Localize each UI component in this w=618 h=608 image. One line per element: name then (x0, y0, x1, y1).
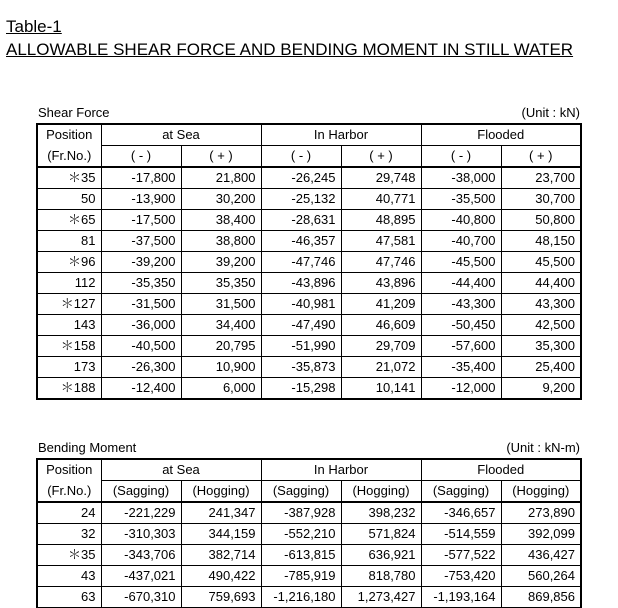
value-cell: 29,709 (341, 336, 421, 357)
table-row (37, 273, 581, 294)
value-cell: -670,310 (101, 587, 181, 608)
value-cell: -51,990 (261, 336, 341, 357)
value-cell: -12,400 (101, 378, 181, 400)
value-cell: 31,500 (181, 294, 261, 315)
value-cell: 34,400 (181, 315, 261, 336)
bending-moment-table (36, 458, 582, 608)
value-cell: 10,141 (341, 378, 421, 400)
frame-cell: ＊127 (37, 294, 101, 315)
position-header: Position (37, 459, 101, 481)
value-cell: 636,921 (341, 545, 421, 566)
position-header: Position (37, 124, 101, 146)
frame-cell: 63 (37, 587, 101, 608)
frame-cell: 50 (37, 189, 101, 210)
group-header: Flooded (421, 124, 581, 146)
value-cell: -40,700 (421, 231, 501, 252)
bending-moment-unit: (Unit : kN-m) (506, 440, 580, 455)
value-cell: 759,693 (181, 587, 261, 608)
value-cell: 40,771 (341, 189, 421, 210)
value-cell: 42,500 (501, 315, 581, 336)
sign-header: ( - ) (261, 146, 341, 168)
value-cell: -1,216,180 (261, 587, 341, 608)
value-cell: -17,500 (101, 210, 181, 231)
value-cell: 571,824 (341, 524, 421, 545)
frame-cell: 112 (37, 273, 101, 294)
sign-header: ( + ) (341, 146, 421, 168)
frame-cell: 32 (37, 524, 101, 545)
document-label: Table-1 (6, 17, 62, 36)
frame-cell: ＊65 (37, 210, 101, 231)
table-row (37, 189, 581, 210)
value-cell: -577,522 (421, 545, 501, 566)
value-cell: -40,500 (101, 336, 181, 357)
value-cell: 48,895 (341, 210, 421, 231)
table-row (37, 231, 581, 252)
value-cell: 21,800 (181, 167, 261, 189)
value-cell: 30,200 (181, 189, 261, 210)
value-cell: 30,700 (501, 189, 581, 210)
group-header: at Sea (101, 124, 261, 146)
group-header: In Harbor (261, 459, 421, 481)
value-cell: -25,132 (261, 189, 341, 210)
value-cell: -38,000 (421, 167, 501, 189)
shear-force-title: Shear Force (38, 105, 110, 120)
frame-cell: 143 (37, 315, 101, 336)
subheader-row (37, 481, 581, 503)
value-cell: 46,609 (341, 315, 421, 336)
value-cell: 10,900 (181, 357, 261, 378)
value-cell: -753,420 (421, 566, 501, 587)
value-cell: 45,500 (501, 252, 581, 273)
value-cell: 41,209 (341, 294, 421, 315)
value-cell: -26,300 (101, 357, 181, 378)
value-cell: 38,400 (181, 210, 261, 231)
frame-cell: ＊35 (37, 545, 101, 566)
value-cell: 38,800 (181, 231, 261, 252)
frame-number-header: (Fr.No.) (37, 481, 101, 503)
value-cell: 6,000 (181, 378, 261, 400)
value-cell: -57,600 (421, 336, 501, 357)
value-cell: 20,795 (181, 336, 261, 357)
value-cell: 35,300 (501, 336, 581, 357)
header-row (37, 459, 581, 481)
value-cell: 241,347 (181, 502, 261, 524)
value-cell: 869,856 (501, 587, 581, 608)
value-cell: -17,800 (101, 167, 181, 189)
value-cell: 560,264 (501, 566, 581, 587)
frame-cell: 173 (37, 357, 101, 378)
value-cell: -35,400 (421, 357, 501, 378)
frame-cell: ＊35 (37, 167, 101, 189)
value-cell: 44,400 (501, 273, 581, 294)
subheader-row (37, 146, 581, 168)
value-cell: -31,500 (101, 294, 181, 315)
value-cell: 48,150 (501, 231, 581, 252)
value-cell: -1,193,164 (421, 587, 501, 608)
value-cell: 392,099 (501, 524, 581, 545)
value-cell: -613,815 (261, 545, 341, 566)
frame-cell: 81 (37, 231, 101, 252)
sign-header: (Sagging) (421, 481, 501, 503)
value-cell: -514,559 (421, 524, 501, 545)
value-cell: 39,200 (181, 252, 261, 273)
value-cell: -45,500 (421, 252, 501, 273)
value-cell: -12,000 (421, 378, 501, 400)
table-row (37, 357, 581, 378)
value-cell: -40,800 (421, 210, 501, 231)
sign-header: (Hogging) (501, 481, 581, 503)
frame-number-header: (Fr.No.) (37, 146, 101, 168)
value-cell: 47,581 (341, 231, 421, 252)
value-cell: 23,700 (501, 167, 581, 189)
value-cell: -346,657 (421, 502, 501, 524)
value-cell: 35,350 (181, 273, 261, 294)
value-cell: -310,303 (101, 524, 181, 545)
value-cell: -43,300 (421, 294, 501, 315)
value-cell: -35,500 (421, 189, 501, 210)
value-cell: 9,200 (501, 378, 581, 400)
table-row (37, 336, 581, 357)
value-cell: -15,298 (261, 378, 341, 400)
sign-header: (Sagging) (261, 481, 341, 503)
value-cell: -47,746 (261, 252, 341, 273)
group-header: In Harbor (261, 124, 421, 146)
value-cell: 25,400 (501, 357, 581, 378)
value-cell: 344,159 (181, 524, 261, 545)
value-cell: -343,706 (101, 545, 181, 566)
table-row (37, 587, 581, 608)
frame-cell: ＊188 (37, 378, 101, 400)
frame-cell: ＊158 (37, 336, 101, 357)
sign-header: ( + ) (501, 146, 581, 168)
table-row (37, 294, 581, 315)
value-cell: -46,357 (261, 231, 341, 252)
frame-cell: ＊96 (37, 252, 101, 273)
value-cell: 398,232 (341, 502, 421, 524)
sign-header: ( - ) (101, 146, 181, 168)
sign-header: (Hogging) (181, 481, 261, 503)
table-row (37, 378, 581, 400)
value-cell: -28,631 (261, 210, 341, 231)
value-cell: -437,021 (101, 566, 181, 587)
value-cell: -221,229 (101, 502, 181, 524)
value-cell: -50,450 (421, 315, 501, 336)
value-cell: -39,200 (101, 252, 181, 273)
value-cell: 29,748 (341, 167, 421, 189)
shear-force-unit: (Unit : kN) (521, 105, 580, 120)
value-cell: -13,900 (101, 189, 181, 210)
value-cell: 47,746 (341, 252, 421, 273)
group-header: at Sea (101, 459, 261, 481)
sign-header: (Sagging) (101, 481, 181, 503)
table-row (37, 545, 581, 566)
value-cell: 273,890 (501, 502, 581, 524)
value-cell: 436,427 (501, 545, 581, 566)
value-cell: 382,714 (181, 545, 261, 566)
value-cell: 43,896 (341, 273, 421, 294)
frame-cell: 24 (37, 502, 101, 524)
value-cell: -43,896 (261, 273, 341, 294)
value-cell: -35,350 (101, 273, 181, 294)
table-row (37, 252, 581, 273)
table-row (37, 167, 581, 189)
value-cell: 50,800 (501, 210, 581, 231)
value-cell: 1,273,427 (341, 587, 421, 608)
bending-moment-title: Bending Moment (38, 440, 137, 455)
table-row (37, 502, 581, 524)
value-cell: -552,210 (261, 524, 341, 545)
shear-force-table (36, 123, 582, 400)
group-header: Flooded (421, 459, 581, 481)
value-cell: -47,490 (261, 315, 341, 336)
value-cell: -35,873 (261, 357, 341, 378)
table-row (37, 315, 581, 336)
table-row (37, 524, 581, 545)
value-cell: -26,245 (261, 167, 341, 189)
value-cell: -40,981 (261, 294, 341, 315)
value-cell: -44,400 (421, 273, 501, 294)
value-cell: -37,500 (101, 231, 181, 252)
table-row (37, 566, 581, 587)
value-cell: 21,072 (341, 357, 421, 378)
value-cell: -387,928 (261, 502, 341, 524)
frame-cell: 43 (37, 566, 101, 587)
value-cell: 490,422 (181, 566, 261, 587)
value-cell: -785,919 (261, 566, 341, 587)
sign-header: ( - ) (421, 146, 501, 168)
sign-header: ( + ) (181, 146, 261, 168)
table-row (37, 210, 581, 231)
sign-header: (Hogging) (341, 481, 421, 503)
value-cell: 818,780 (341, 566, 421, 587)
header-row (37, 124, 581, 146)
document-title: ALLOWABLE SHEAR FORCE AND BENDING MOMENT IN STILL WATER (6, 40, 574, 59)
value-cell: -36,000 (101, 315, 181, 336)
value-cell: 43,300 (501, 294, 581, 315)
